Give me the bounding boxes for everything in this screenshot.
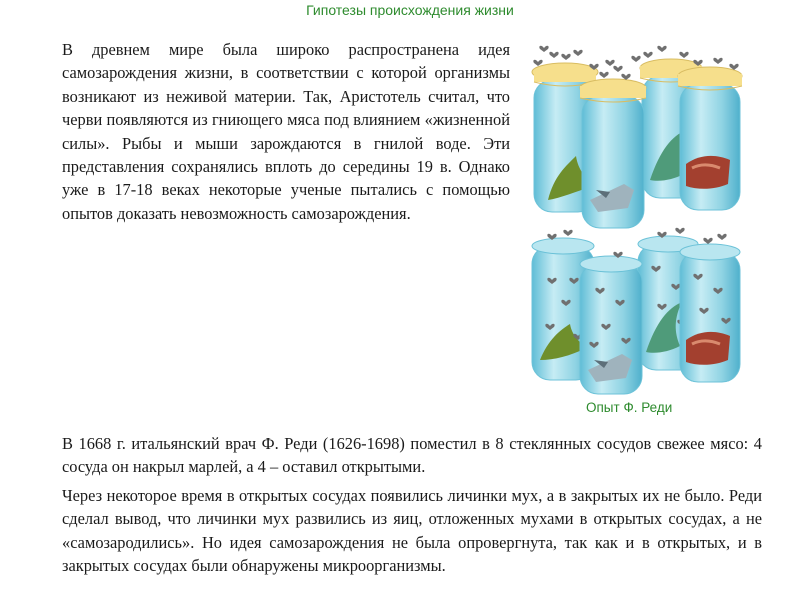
covered-jar bbox=[580, 79, 646, 228]
paragraph-redi-experiment: В 1668 г. итальянский врач Ф. Реди (1626-1698) поместил в 8 стеклянных сосудов свежее мясо: 4 сосуда он накрыл марлей, а 4 – оставил открытыми. bbox=[62, 434, 762, 477]
covered-jar bbox=[678, 67, 742, 210]
jars-illustration bbox=[522, 40, 752, 400]
open-jar bbox=[580, 256, 642, 394]
covered-jars-group bbox=[532, 46, 742, 228]
intro-paragraph: В древнем мире была широко распространена идея самозарождения жизни, в соответствии с которой организмы возникают из неживой материи. Так, Аристотель считал, что черви появляются из гниющего мяса под влиянием «жизненной силы». Рыбы и мыши зарождаются в гнилой воде. Эти представления сохранялись вплоть до середины 19 в. Однако уже в 17-18 веках некоторые ученые пытались с помощью опытов доказать невозможность самозарождения. bbox=[62, 40, 510, 223]
figure-caption: Опыт Ф. Реди bbox=[586, 400, 673, 415]
page-title: Гипотезы происхождения жизни bbox=[306, 2, 514, 18]
paragraph-redi-conclusion: Через некоторое время в открытых сосудах появились личинки мух, а в закрытых их не было. Реди сделал вывод, что личинки мух развились из яиц, отложенных мухами в открытых сосудах, а не «самозародились». Но идея самозарождения не была опровергнута, так как и в открытых, и в закрытых сосудах были обнаружены микроорганизмы. bbox=[62, 486, 762, 576]
open-jars-group bbox=[532, 228, 740, 394]
open-jar bbox=[680, 244, 740, 382]
redi-experiment-figure bbox=[522, 40, 752, 425]
